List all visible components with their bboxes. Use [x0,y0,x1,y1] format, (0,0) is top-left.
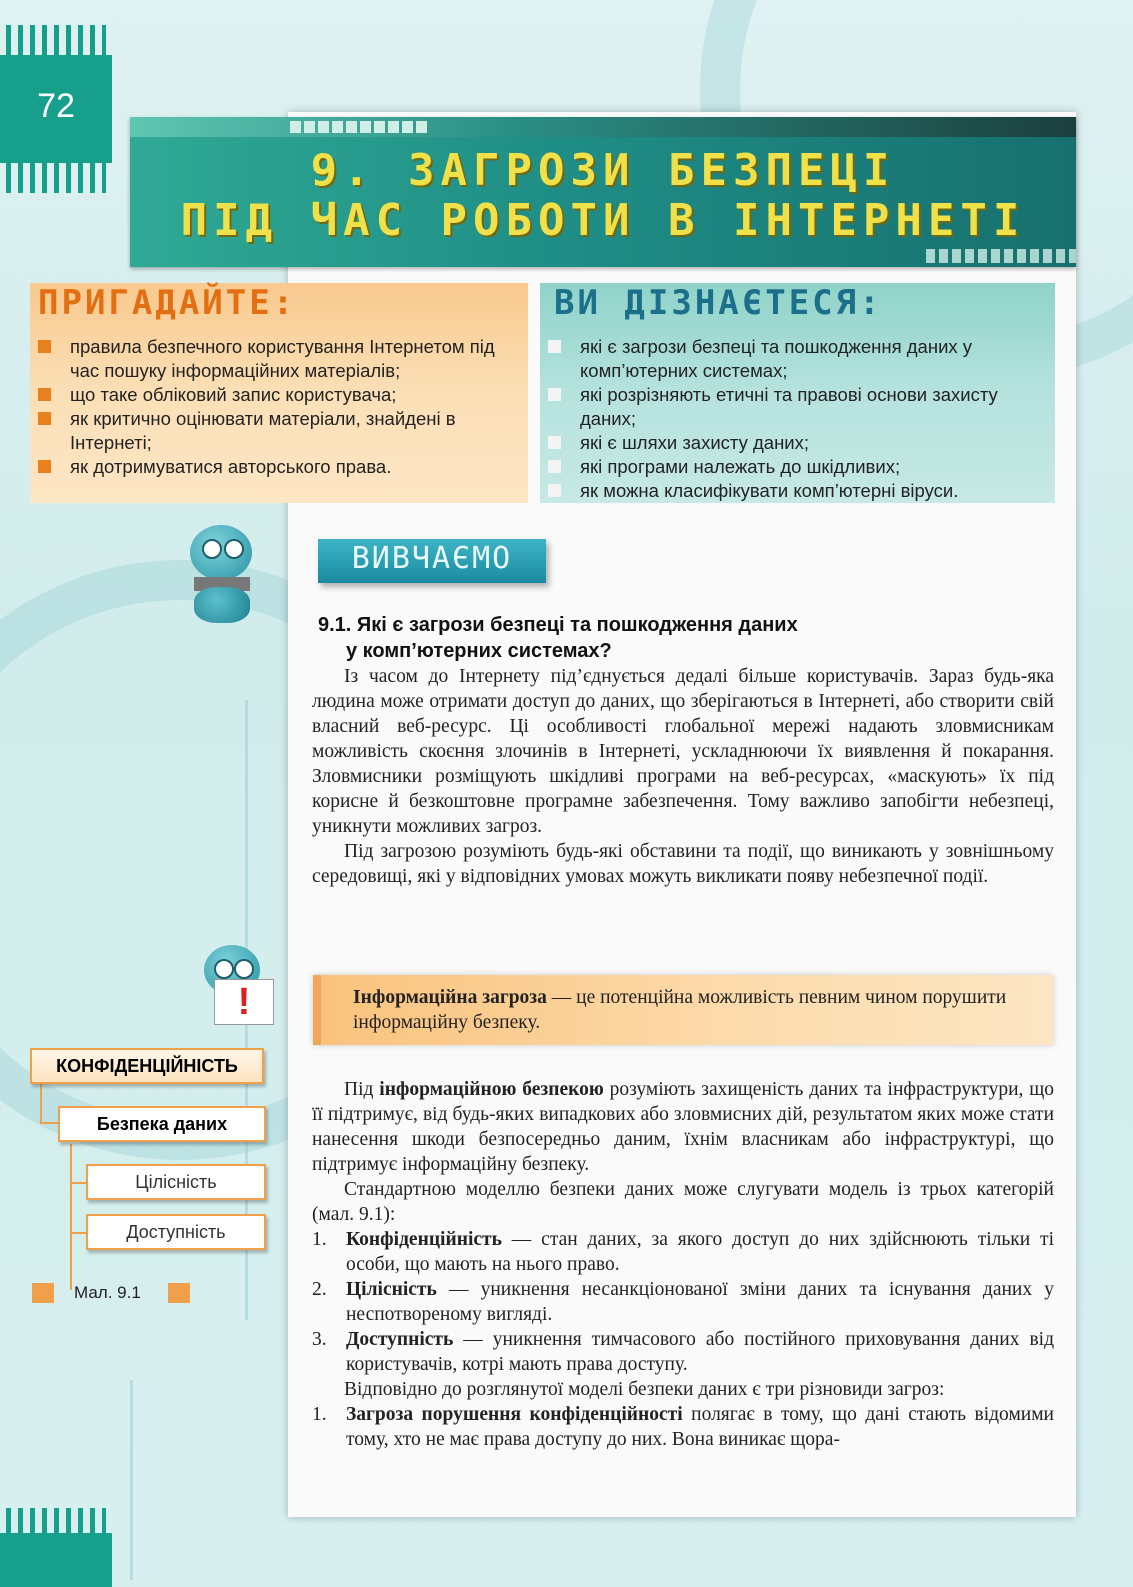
list-number: 2. [312,1279,327,1300]
caption-text: Мал. 9.1 [74,1283,141,1302]
bg-decoration [130,1380,133,1580]
caption-marker [32,1283,54,1303]
term-bold: Цілісність [346,1279,437,1300]
banner-blocks [926,249,1076,263]
list-item-text: що таке обліковий запис користувача; [70,384,397,405]
chip-body [0,1533,112,1587]
robot-mascot-icon [180,525,280,625]
connector-line [70,1232,86,1234]
paragraph: Стандартною моделлю безпеки даних може слугувати модель із трьох категорій (мал. 9.1): [312,1179,1054,1225]
connector-line [70,1182,86,1184]
list-item [540,431,1050,455]
remember-heading: ПРИГАДАЙТЕ: [38,283,297,323]
definition-accent-bar [313,975,321,1045]
title-banner [130,117,1076,267]
bullet-icon [38,412,51,425]
bullet-icon [548,460,561,473]
security-model-diagram [30,1048,280,1298]
list-item-text: правила безпечного користування Інтернетом під час пошуку інформаційних матеріалів; [70,336,495,381]
text-span: розуміють захищеність даних та інфраструктури, що її підтримує, від будь-яких випадкових або зловмисних дій, результатом яких може стати нанесення шкоди безпосередньо даним, їхнім власникам або інфраструктурі, що підтримує інформаційну безпеку. [312,1079,1055,1175]
section-title-line1: Які є загрози безпеці та пошкодження даних [356,614,798,636]
paragraph: Відповідно до розглянутої моделі безпеки даних є три різновиди загроз: [344,1379,945,1400]
list-number: 3. [312,1329,327,1350]
chip-pins [6,25,106,55]
main-text [312,1077,1054,1452]
banner-top-strip [130,117,1076,137]
study-label-text: ВИВЧАЄМО [351,541,513,576]
bullet-icon [38,460,51,473]
definition-body: — це потенційна можливість певним чином порушити інформаційну безпеку. [353,987,1007,1033]
intro-text [312,664,1054,889]
chip-pins [6,163,106,193]
connector-line [40,1122,60,1124]
definition-box [313,975,1053,1045]
page-number-chip [0,25,112,195]
robot-eye [214,959,234,979]
diagram-box-integrity: Цілісність [86,1164,266,1200]
list-item-text: які є загрози безпеці та пошкодження даних у комп’ютерних системах; [580,336,973,381]
text-span: Під [344,1079,380,1100]
robot-eye [202,539,222,559]
chip-pins [6,1508,106,1533]
text-span: — уникнення несанкціонованої зміни даних та існування даних у неспотвореному вигляді. [346,1279,1054,1325]
definition-term: Інформаційна загроза [353,987,547,1008]
robot-eye [234,959,254,979]
connector-line [70,1144,72,1290]
list-number: 1. [312,1404,327,1425]
bullet-icon [38,388,51,401]
model-list [312,1227,1054,1377]
list-item [540,335,1050,383]
paragraph [312,1077,1054,1177]
bullet-icon [548,484,561,497]
text-span: полягає в тому, що дані стають відомими тому, хто не має права доступу до них. Вона виникає щора- [346,1404,1054,1450]
connector-line [40,1084,42,1124]
bullet-icon [38,340,51,353]
term-bold: інформаційною безпекою [379,1079,604,1100]
section-number: 9.1. [318,614,352,636]
list-item [312,1277,1054,1327]
learn-list [540,335,1050,503]
banner-blocks [290,121,430,133]
study-label [318,539,546,583]
text-span: — уникнення тимчасового або постійного приховування даних від користувачів, котрі мають права доступу. [346,1329,1054,1375]
robot-body [194,587,250,623]
text-span: — стан даних, за якого доступ до них здійснюють тільки ті особи, що мають на нього право. [346,1229,1054,1275]
remember-box [30,283,528,503]
list-item-text: як дотримуватися авторського права. [70,456,392,477]
list-item [312,1402,1054,1452]
term-bold: Доступність [346,1329,454,1350]
section-title-line2: у комп’ютерних системах? [346,640,612,662]
list-item [30,383,500,407]
list-item [540,383,1050,431]
list-item [312,1327,1054,1377]
robot-eye [224,539,244,559]
bullet-icon [548,388,561,401]
list-item [30,455,500,479]
list-item [30,335,500,383]
list-item [312,1227,1054,1277]
diagram-box-confidentiality: КОНФІДЕНЦІЙНІСТЬ [30,1048,264,1084]
diagram-box-availability: Доступність [86,1214,266,1250]
bullet-icon [548,436,561,449]
remember-list [30,335,500,479]
chapter-title-line2: ПІД ЧАС РОБОТИ В ІНТЕРНЕТІ [180,195,1026,246]
threat-list [312,1402,1054,1452]
list-number: 1. [312,1229,327,1250]
paragraph: Із часом до Інтернету під’єднується дедалі більше користувачів. Зараз будь-яка людина може отримати доступ до даних, що зберігаються в Інтернеті, або створити свій власний веб-ресурс. Ці особливості глобальної мережі надають зловмисникам можливість скоєння злочинів в Інтернеті, ускладнюючи їх виявлення й покарання. Зловмисники розміщують шкідливі програми на веб-ресурсах, «маскують» їх під корисне й безкоштовне програмне забезпечення. Тому важливо запобігти небезпеці, уникнути можливих загроз. [312,666,1054,837]
learn-heading: ВИ ДІЗНАЄТЕСЯ: [554,283,883,323]
bullet-icon [548,340,561,353]
chapter-title-line1: 9. ЗАГРОЗИ БЕЗПЕЦІ [310,145,896,196]
section-title [318,612,1038,664]
figure-caption [30,1283,190,1303]
list-item-text: які програми належать до шкідливих; [580,456,901,477]
list-item [540,479,1050,503]
learn-box [540,283,1055,503]
caption-marker [168,1283,190,1303]
list-item [30,407,500,455]
list-item [540,455,1050,479]
list-item-text: які є шляхи захисту даних; [580,432,810,453]
list-item-text: як можна класифікувати комп’ютерні віруси. [580,480,959,501]
term-bold: Загроза порушення конфіденційності [346,1404,683,1425]
warning-sign-icon: ! [214,979,274,1025]
bottom-chip [0,1508,112,1587]
page-number: 72 [37,87,75,125]
definition-text [353,985,1043,1035]
robot-warning-icon [200,945,280,1035]
list-item-text: як критично оцінювати матеріали, знайдені в Інтернеті; [70,408,456,453]
paragraph: Під загрозою розуміють будь-які обставини та події, що виникають у зовнішньому середовищі, які у відповідних умовах можуть викликати появу небезпечної події. [312,841,1054,887]
diagram-box-data-security: Безпека даних [58,1106,266,1142]
list-item-text: які розрізняють етичні та правові основи захисту даних; [580,384,998,429]
term-bold: Конфіденційність [346,1229,502,1250]
